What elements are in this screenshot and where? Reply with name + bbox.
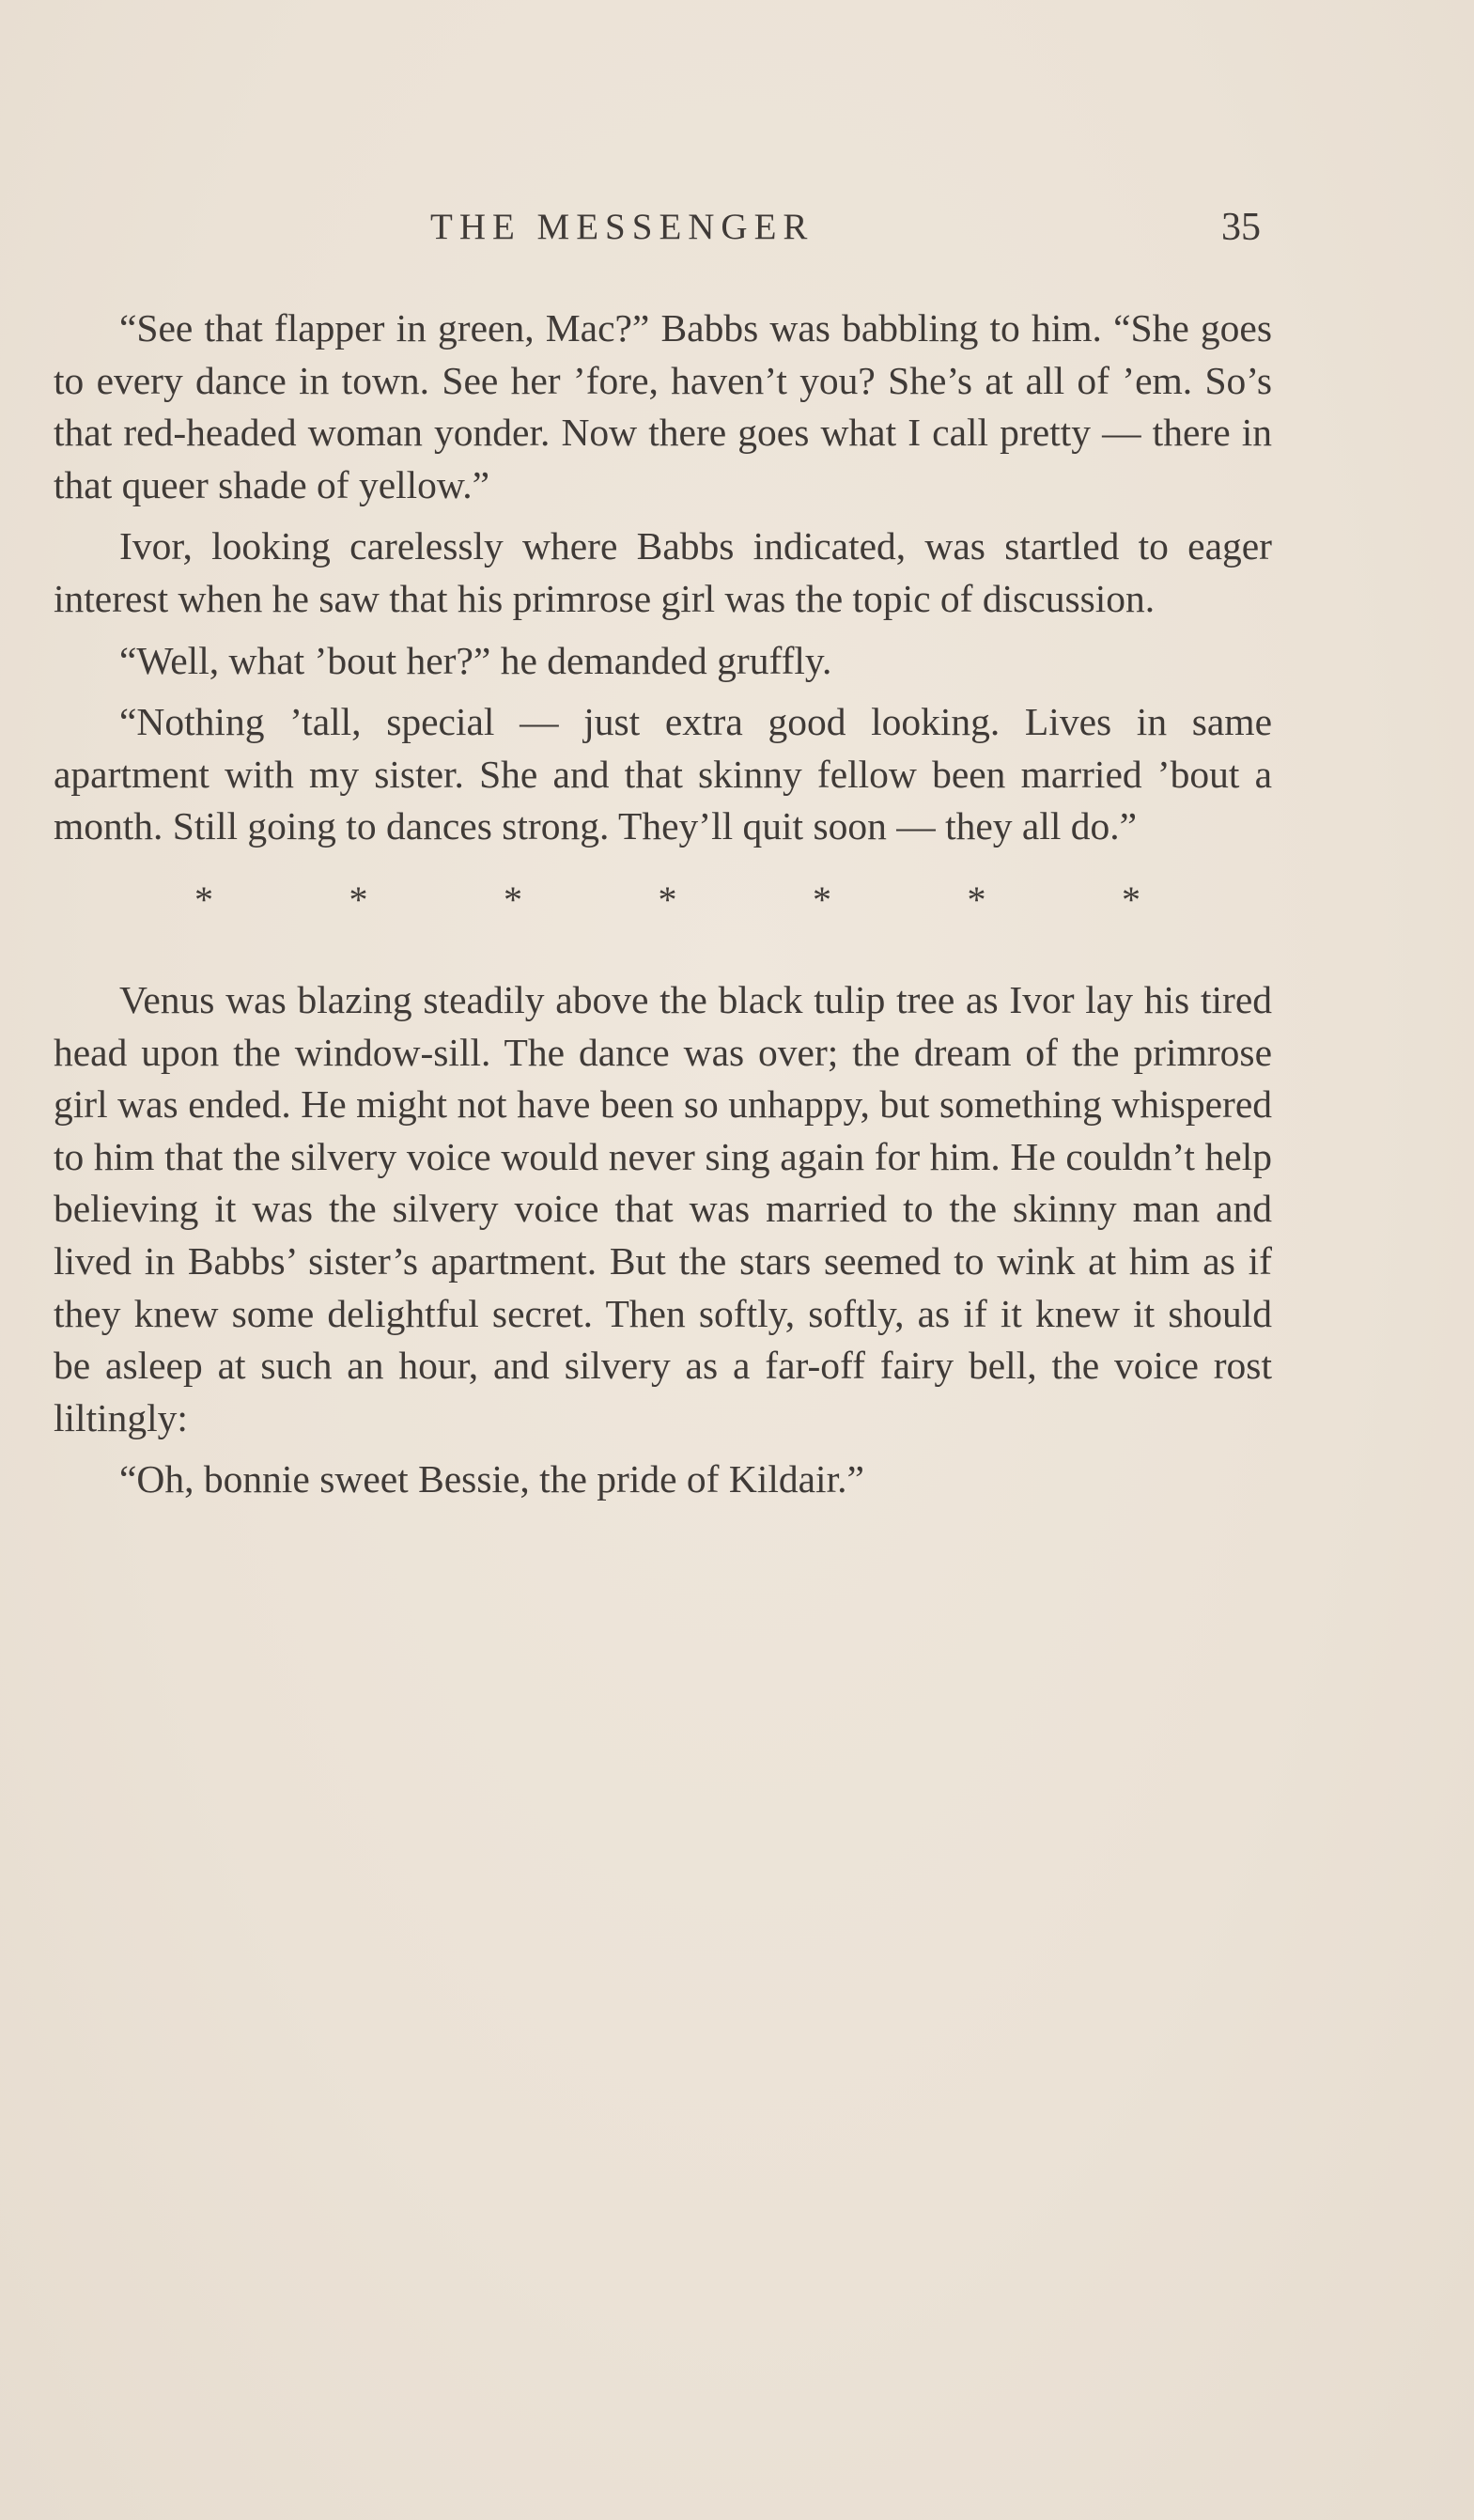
asterisk: *: [658, 878, 677, 921]
asterisk: *: [504, 878, 522, 921]
running-title: THE MESSENGER: [430, 207, 815, 247]
asterisk: *: [194, 878, 213, 921]
paragraph: “Oh, bonnie sweet Bessie, the pride of Kildair.”: [119, 1457, 864, 1501]
paragraph: “See that flapper in green, Mac?” Babbs was babbling to him. “She goes to every dance in town. See her ’fore, haven’t you? She’s at all of ’em. So’s that red-headed woman yonder. Now there goes what I call pretty — there in that queer shade of yellow.”: [54, 306, 1272, 506]
paragraph: Ivor, looking carelessly where Babbs indicated, was startled to eager interest when he saw that his primrose girl was the topic of discussion.: [54, 524, 1272, 620]
paragraph: “Well, what ’bout her?” he demanded gruffly.: [119, 638, 832, 682]
paragraph: “Nothing ’tall, special — just extra good looking. Lives in same apartment with my sister. She and that skinny fellow been married ’bout a month. Still going to dances strong. They’ll quit soon — they all do.”: [54, 700, 1272, 848]
running-head: [0, 199, 1474, 256]
paragraph: Venus was blazing steadily above the black tulip tree as Ivor lay his tired head upon the window-sill. The dance was over; the dream of the primrose girl was ended. He might not have been so unhappy, but something whispered to him that the silvery voice would never sing again for him. He couldn’t help believing it was the silvery voice that was married to the skinny man and lived in Babbs’ sister’s apartment. But the stars seemed to wink at him as if they knew some delightful secret. Then softly, softly, as if it knew it should be asleep at such an hour, and silvery as a far-off fairy bell, the voice rost liltingly:: [54, 977, 1272, 1439]
asterisk: *: [1122, 878, 1140, 921]
section-break: [54, 874, 1272, 926]
asterisk: *: [967, 878, 986, 921]
asterisk: *: [349, 878, 368, 921]
asterisk: *: [813, 878, 831, 921]
body-text: [54, 303, 1272, 1516]
page-number: 35: [1221, 206, 1261, 249]
